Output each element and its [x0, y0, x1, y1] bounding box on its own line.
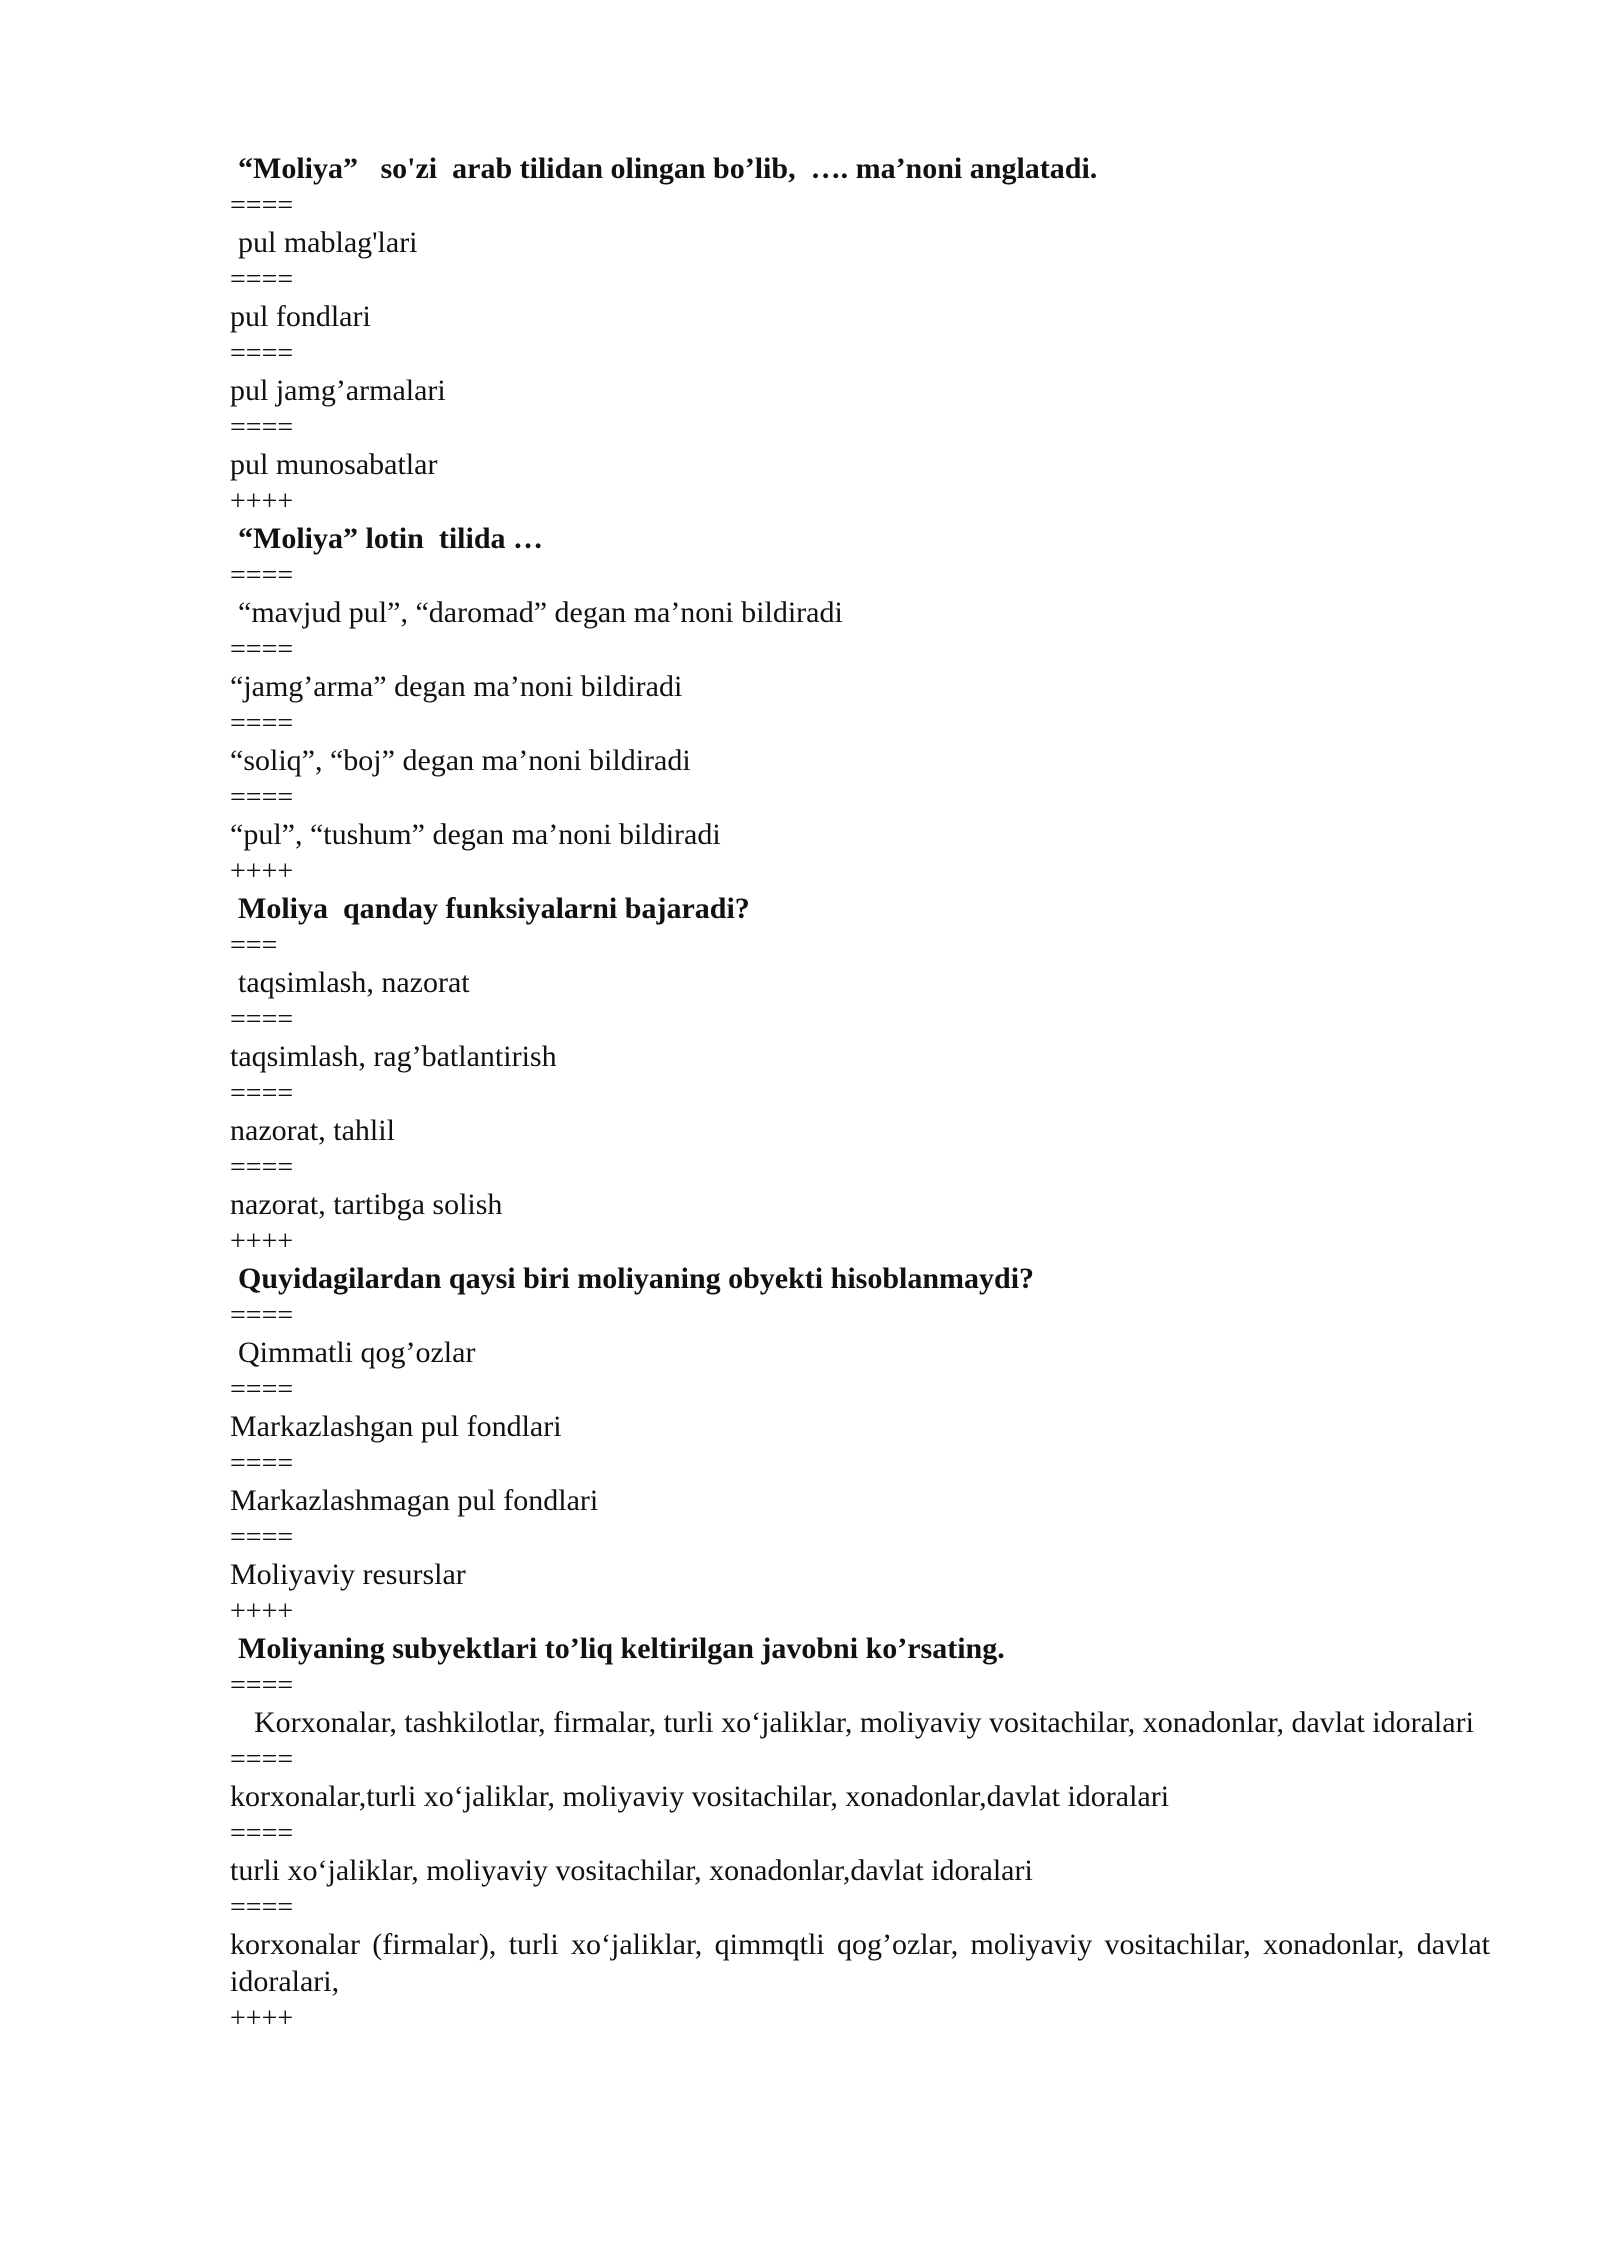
- separator: ====: [230, 708, 294, 739]
- answer-option: korxonalar,turli xo‘jaliklar, moliyaviy vositachilar, xonadonlar,davlat idoralari: [230, 1780, 1170, 1813]
- answer-option: “soliq”, “boj” degan ma’noni bildiradi: [230, 744, 691, 777]
- separator: ====: [230, 1300, 294, 1331]
- answer-option: pul munosabatlar: [230, 448, 438, 481]
- separator: ====: [230, 634, 294, 665]
- answer-option: “mavjud pul”, “daromad” degan ma’noni bildiradi: [238, 596, 843, 629]
- separator: ===: [230, 930, 278, 961]
- separator: ====: [230, 1744, 294, 1775]
- answer-option: Moliyaviy resurslar: [230, 1558, 466, 1591]
- separator: ====: [230, 190, 294, 221]
- answer-option: Markazlashgan pul fondlari: [230, 1410, 562, 1443]
- answer-option: “jamg’arma” degan ma’noni bildiradi: [230, 670, 683, 703]
- end-marker: ++++: [230, 856, 294, 887]
- separator: ====: [230, 1152, 294, 1183]
- answer-option: taqsimlash, nazorat: [238, 966, 470, 999]
- question-block-1: [230, 150, 1490, 520]
- separator: ====: [230, 560, 294, 591]
- separator: ====: [230, 412, 294, 443]
- end-marker: ++++: [230, 2003, 294, 2034]
- separator: ====: [230, 1078, 294, 1109]
- answer-option: “pul”, “tushum” degan ma’noni bildiradi: [230, 818, 721, 851]
- end-marker: ++++: [230, 486, 294, 517]
- question-text: Moliya qanday funksiyalarni bajaradi?: [238, 892, 750, 925]
- answer-option: pul mablag'lari: [238, 226, 418, 259]
- answer-option: pul fondlari: [230, 300, 371, 333]
- end-marker: ++++: [230, 1596, 294, 1627]
- question-text: Quyidagilardan qaysi biri moliyaning obyekti hisoblanmaydi?: [238, 1262, 1035, 1295]
- separator: ====: [230, 1892, 294, 1923]
- question-text: “Moliya” so'zi arab tilidan olingan bo’lib, …. ma’noni anglatadi.: [238, 152, 1098, 185]
- question-block-4: [230, 1260, 1490, 1630]
- separator: ====: [230, 1522, 294, 1553]
- answer-option: nazorat, tahlil: [230, 1114, 395, 1147]
- separator: ====: [230, 1670, 294, 1701]
- answer-option: nazorat, tartibga solish: [230, 1188, 503, 1221]
- end-marker: ++++: [230, 1226, 294, 1257]
- answer-option: taqsimlash, rag’batlantirish: [230, 1040, 557, 1073]
- separator: ====: [230, 1818, 294, 1849]
- answer-option: korxonalar (firmalar), turli xo‘jaliklar, qimmqtli qog’ozlar, moliyaviy vositachilar, xonadonlar, davlat idoralari,: [230, 1928, 1490, 1998]
- separator: ====: [230, 1374, 294, 1405]
- answer-option: pul jamg’armalari: [230, 374, 446, 407]
- answer-option: Korxonalar, tashkilotlar, firmalar, turli xo‘jaliklar, moliyaviy vositachilar, xonadonlar, davlat idoralari: [254, 1706, 1474, 1739]
- document-page: [230, 150, 1490, 2037]
- answer-option: Markazlashmagan pul fondlari: [230, 1484, 599, 1517]
- answer-option: turli xo‘jaliklar, moliyaviy vositachilar, xonadonlar,davlat idoralari: [230, 1854, 1033, 1887]
- question-block-3: [230, 890, 1490, 1260]
- separator: ====: [230, 782, 294, 813]
- separator: ====: [230, 1448, 294, 1479]
- question-text: “Moliya” lotin tilida …: [238, 522, 544, 555]
- separator: ====: [230, 1004, 294, 1035]
- separator: ====: [230, 338, 294, 369]
- answer-option: Qimmatli qog’ozlar: [238, 1336, 476, 1369]
- question-text: Moliyaning subyektlari to’liq keltirilgan javobni ko’rsating.: [238, 1632, 1005, 1665]
- question-block-5: [230, 1630, 1490, 2037]
- question-block-2: [230, 520, 1490, 890]
- separator: ====: [230, 264, 294, 295]
